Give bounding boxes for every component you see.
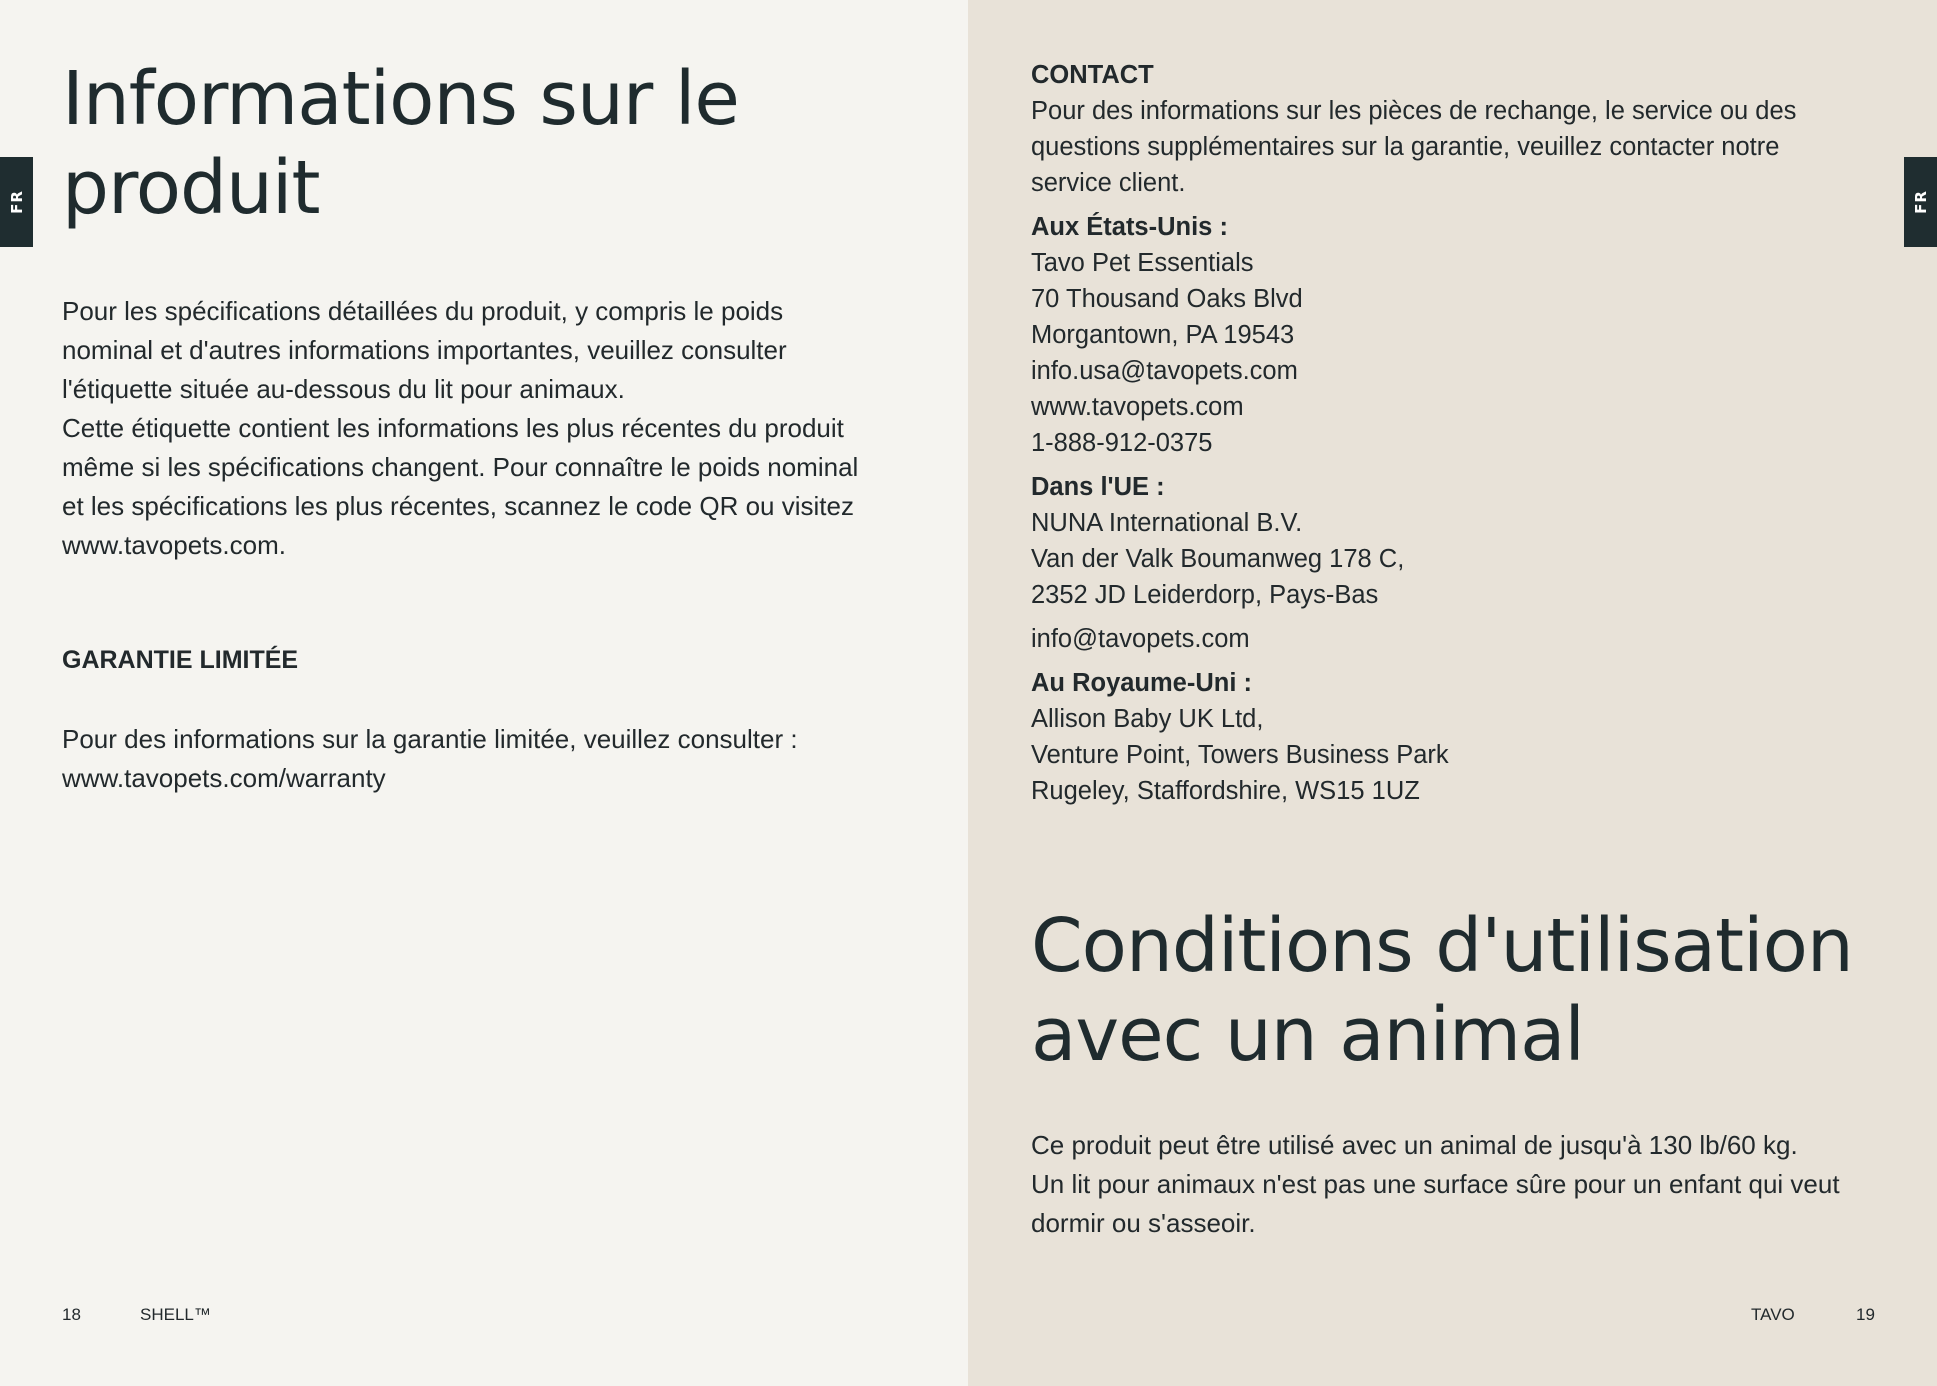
intro-line: nominal et d'autres informations importantes, veuillez consulter bbox=[62, 335, 787, 365]
eu-label: Dans l'UE : bbox=[1031, 473, 1165, 501]
conditions-line: Un lit pour animaux n'est pas une surface sûre pour un enfant qui veut bbox=[1031, 1169, 1840, 1199]
intro-line: Cette étiquette contient les informations les plus récentes du produit bbox=[62, 413, 844, 443]
language-tab-label: FR bbox=[7, 190, 26, 214]
usa-line: Morgantown, PA 19543 bbox=[1031, 321, 1295, 349]
usa-phone: 1-888-912-0375 bbox=[1031, 429, 1213, 457]
eu-address-block bbox=[1031, 469, 1911, 613]
contact-intro-line: Pour des informations sur les pièces de rechange, le service ou des bbox=[1031, 97, 1797, 125]
intro-line: et les spécifications les plus récentes, scannez le code QR ou visitez bbox=[62, 491, 854, 521]
usa-email: info.usa@tavopets.com bbox=[1031, 357, 1298, 385]
usa-label: Aux États-Unis : bbox=[1031, 213, 1228, 241]
contact-intro-line: questions supplémentaires sur la garantie, veuillez contacter notre bbox=[1031, 133, 1780, 161]
language-tab-label: FR bbox=[1911, 190, 1930, 214]
left-page bbox=[0, 0, 968, 1386]
intro-line: l'étiquette située au-dessous du lit pour animaux. bbox=[62, 374, 625, 404]
uk-line: Rugeley, Staffordshire, WS15 1UZ bbox=[1031, 777, 1420, 805]
conditions-line: Ce produit peut être utilisé avec un animal de jusqu'à 130 lb/60 kg. bbox=[1031, 1130, 1798, 1160]
warranty-heading: GARANTIE LIMITÉE bbox=[62, 646, 299, 674]
contact-block bbox=[1031, 57, 1911, 201]
uk-label: Au Royaume-Uni : bbox=[1031, 669, 1253, 697]
page-title bbox=[62, 55, 739, 233]
page-title-line-1: Informations sur le bbox=[62, 56, 739, 142]
warranty-link: www.tavopets.com/warranty bbox=[62, 763, 386, 793]
warranty-line: Pour des informations sur la garantie limitée, veuillez consulter : bbox=[62, 724, 798, 754]
page-number-left: 18 bbox=[62, 1305, 81, 1324]
eu-email-block bbox=[1031, 621, 1911, 657]
intro-paragraph bbox=[62, 292, 942, 565]
contact-section bbox=[1031, 57, 1911, 809]
uk-line: Venture Point, Towers Business Park bbox=[1031, 741, 1449, 769]
uk-address-block bbox=[1031, 665, 1911, 809]
usa-address-block bbox=[1031, 209, 1911, 461]
contact-heading: CONTACT bbox=[1031, 61, 1154, 89]
contact-intro-line: service client. bbox=[1031, 169, 1186, 197]
intro-line: Pour les spécifications détaillées du produit, y compris le poids bbox=[62, 296, 784, 326]
page-title-line-2: produit bbox=[62, 145, 320, 231]
footer-brand-left: SHELL™ bbox=[140, 1305, 211, 1324]
conditions-line: dormir ou s'asseoir. bbox=[1031, 1208, 1256, 1238]
uk-line: Allison Baby UK Ltd, bbox=[1031, 705, 1264, 733]
usa-line: 70 Thousand Oaks Blvd bbox=[1031, 285, 1303, 313]
conditions-title-line-2: avec un animal bbox=[1031, 992, 1584, 1078]
language-tab-left bbox=[0, 157, 33, 247]
intro-line: même si les spécifications changent. Pour connaître le poids nominal bbox=[62, 452, 859, 482]
eu-line: 2352 JD Leiderdorp, Pays-Bas bbox=[1031, 581, 1379, 609]
footer-brand-right: TAVO bbox=[1751, 1305, 1795, 1324]
conditions-paragraph bbox=[1031, 1126, 1911, 1243]
warranty-paragraph bbox=[62, 720, 942, 798]
eu-email: info@tavopets.com bbox=[1031, 625, 1250, 653]
usa-line: Tavo Pet Essentials bbox=[1031, 249, 1254, 277]
eu-line: Van der Valk Boumanweg 178 C, bbox=[1031, 545, 1405, 573]
eu-line: NUNA International B.V. bbox=[1031, 509, 1303, 537]
conditions-title-line-1: Conditions d'utilisation bbox=[1031, 903, 1853, 989]
intro-line: www.tavopets.com. bbox=[62, 530, 286, 560]
usa-website: www.tavopets.com bbox=[1031, 393, 1244, 421]
page-number-right: 19 bbox=[1856, 1305, 1875, 1324]
conditions-title bbox=[1031, 902, 1853, 1080]
